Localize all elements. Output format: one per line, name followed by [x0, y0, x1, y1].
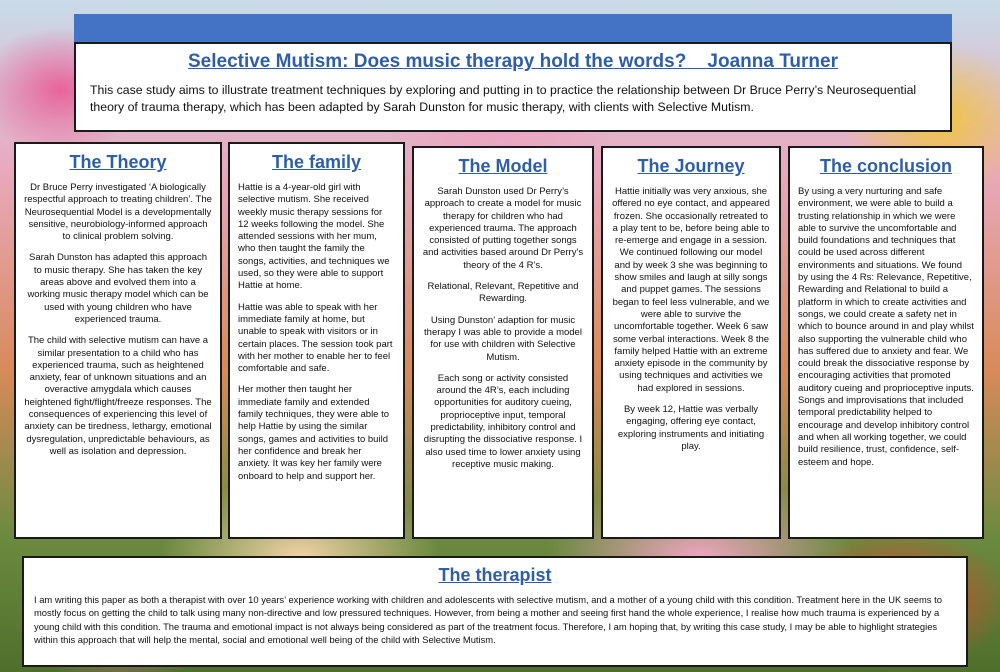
- therapist-panel: [22, 556, 968, 667]
- model-paragraph: Using Dunston’ adaption for music therapy I was able to provide a model for use with children with Selective Mutism.: [424, 314, 582, 363]
- theory-heading: The Theory: [69, 152, 167, 172]
- family-paragraph: Her mother then taught her immediate family and extended family techniques, they were able to help Hattie by using the similar songs, games and activities to build her confidence and break her anxiety. It was key her family were onboard to help and support her.: [238, 384, 390, 482]
- model-heading: The Model: [458, 156, 548, 176]
- conclusion-heading: The conclusion: [819, 156, 952, 176]
- model-panel: [412, 146, 594, 539]
- theory-paragraph: Dr Bruce Perry investigated ‘A biologically respectful approach to treating children’. The Neurosequential Model is a developmentally sensitive, neurobiology-informed approach to clinical problem solving.: [24, 182, 212, 243]
- model-paragraph: Sarah Dunston used Dr Perry’s approach to create a model for music therapy for children who had experienced trauma. The approach consisted of putting together songs and activities based around Dr Perry’s theory of the 4 R’s.: [422, 186, 584, 271]
- theory-paragraph: The child with selective mutism can have a similar presentation to a child who has experienced trauma, such as heightened anxiety, fear of unknown situations and an overactive amygdala which causes heightened fight/flight/freeze responses. The consequences of experiencing this level of anxiety can be tiredness, lethargy, emotional dysregulation, unpredictable behaviours, as well as isolation and depression.: [24, 335, 212, 457]
- journey-heading: The Journey: [637, 156, 745, 176]
- page-title: Selective Mutism: Does music therapy hold the words? Joanna Turner: [187, 51, 838, 72]
- intro-text: This case study aims to illustrate treatment techniques by exploring and putting in to practice the relationship between Dr Bruce Perry’s Neurosequential theory of trauma therapy, which has been adapted by Sarah Dunston for music therapy, with clients with Selective Mutism.: [90, 83, 917, 114]
- family-panel: [228, 142, 405, 539]
- title-band: [74, 14, 952, 42]
- model-paragraph: Relational, Relevant, Repetitive and Rewarding.: [427, 281, 579, 305]
- journey-panel: [601, 146, 781, 539]
- family-paragraph: Hattie was able to speak with her immediate family at home, but unable to speak with visitors or in certain places. The session took part with her mother to enable her to feel comfortable and safe.: [238, 301, 393, 375]
- theory-paragraph: Sarah Dunston has adapted this approach to music therapy. She has taken the key areas above and evolved them into a working music therapy model which can be used with young children who have experienced trauma.: [27, 252, 209, 325]
- model-paragraph: Each song or activity consisted around the 4R’s, each including opportunities for auditory cueing, proprioceptive input, temporal predictability, inhibitory control and disrupting the dissociative response. I also used time to lower anxiety using receptive music making.: [423, 372, 583, 470]
- conclusion-panel: [788, 146, 984, 539]
- theory-panel: [14, 142, 222, 539]
- family-heading: The family: [271, 152, 362, 172]
- header-panel: [74, 42, 952, 132]
- therapist-paragraph: I am writing this paper as both a therapist with over 10 years’ experience working with children and adolescents with selective mutism, and a mother of a young child with this condition. Treatment here in the UK seems to mostly focus on getting the child to talk using many non-directive and low pressured techniques. However, from being a mother and seeing first hand the whole experience, I realise how much trauma is experienced by a young child with this condition. The trauma and emotional impact is not always being considered as part of the treatment focus. Therefore, I am hoping that, by writing this case study, I may be able to highlight strategies within this approach that will help the mental, social and emotional well being of the child with Selective Mutism.: [34, 594, 942, 645]
- conclusion-paragraph: By using a very nurturing and safe environment, we were able to build a trusting relationship in which we were able to survive the uncomfortable and build foundations and techniques that could be used across different environments and situations. We found by using the 4 Rs: Relevance, Repetitive, Rewarding and Relational to build a platform in which to create activities and songs, we could create a safety net in which to bounce around in and play whilst also supporting the vulnerable child who has suffered due to anxiety and fear. We could break the dissociative response by encouraging activities that promoted auditory cueing and proprioceptive inputs. Songs and improvisations that included temporal predictability helped to encourage and develop inhibitory control and when all working together, we could build resilience, trust, confidence, self-esteem and hope.: [798, 186, 974, 468]
- journey-paragraph: By week 12, Hattie was verbally engaging, offering eye contact, exploring instruments and initiating play.: [617, 404, 765, 452]
- journey-paragraph: Hattie initially was very anxious, she offered no eye contact, and appeared frozen. She occasionally retreated to a play tent to be, before being able to re-emerge and engage in a session. We continued following our model and by week 3 she was beginning to show smiles and laugh at silly songs and puppet games. The sessions began to feel less vulnerable, and we were able to survive the uncomfortable together. Week 6 saw some verbal interactions. Week 8 the family helped Hattie with an extreme anxiety episode in the community by using techniques and activities we had explored in sessions.: [612, 186, 770, 394]
- therapist-heading: The therapist: [438, 565, 552, 585]
- family-paragraph: Hattie is a 4-year-old girl with selective mutism. She received weekly music therapy sessions for 12 weeks following the model. She attended sessions with her mum, who then taught the family the songs, activities, and techniques we used, so they were able to support Hattie at home.: [238, 182, 390, 292]
